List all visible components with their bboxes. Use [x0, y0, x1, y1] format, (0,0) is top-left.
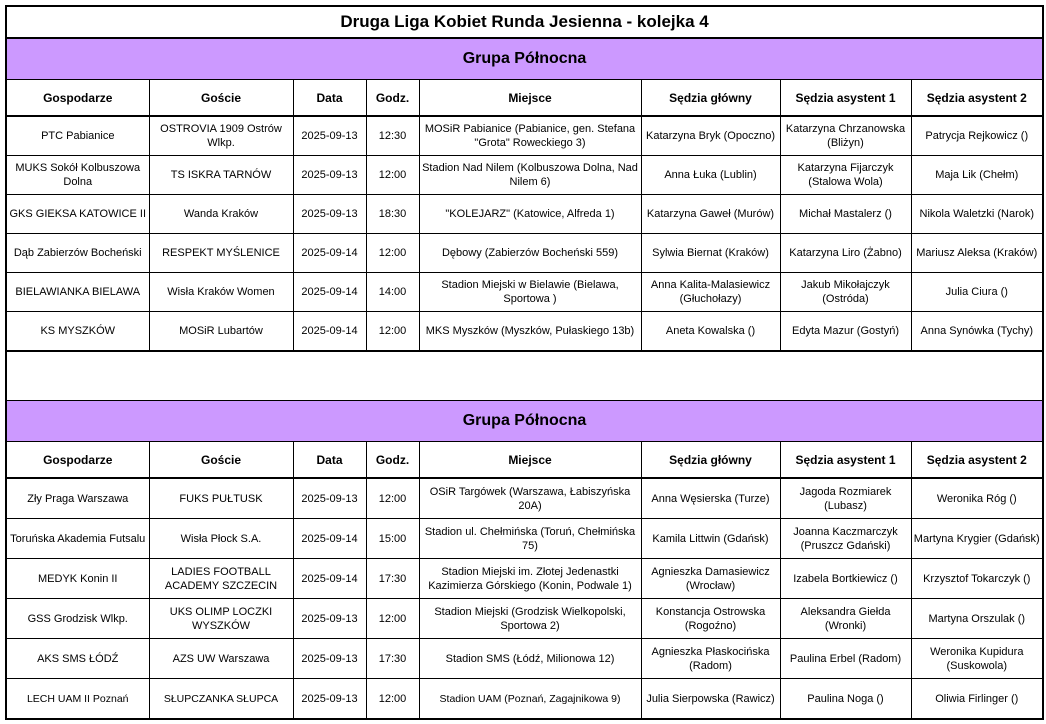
main-referee-cell: Kamila Littwin (Gdańsk): [641, 519, 780, 559]
home-team-cell: KS MYSZKÓW: [6, 312, 149, 352]
match-date-cell: 2025-09-14: [293, 519, 366, 559]
assistant-referee-1-cell: Paulina Erbel (Radom): [780, 639, 911, 679]
assistant-referee-1-cell: Michał Mastalerz (): [780, 195, 911, 234]
group-title: Grupa Północna: [6, 401, 1043, 442]
home-team-cell: MUKS Sokół Kolbuszowa Dolna: [6, 156, 149, 195]
column-header-match-date: Data: [293, 442, 366, 479]
match-date-cell: 2025-09-13: [293, 116, 366, 156]
match-date-cell: 2025-09-13: [293, 195, 366, 234]
assistant-referee-2-cell: Weronika Kupidura (Suskowola): [911, 639, 1043, 679]
match-time-cell: 12:00: [366, 312, 419, 352]
column-header-assistant-referee-2: Sędzia asystent 2: [911, 442, 1043, 479]
away-team-cell: FUKS PUŁTUSK: [149, 478, 293, 519]
schedule-table: [5, 5, 1044, 720]
venue-cell: Stadion Nad Nilem (Kolbuszowa Dolna, Nad Nilem 6): [419, 156, 641, 195]
match-time-cell: 17:30: [366, 639, 419, 679]
match-row: [6, 679, 1043, 720]
column-header-match-date: Data: [293, 80, 366, 117]
away-team-cell: AZS UW Warszawa: [149, 639, 293, 679]
match-time-cell: 12:30: [366, 116, 419, 156]
home-team-cell: Zły Praga Warszawa: [6, 478, 149, 519]
away-team-cell: OSTROVIA 1909 Ostrów Wlkp.: [149, 116, 293, 156]
away-team-cell: Wisła Płock S.A.: [149, 519, 293, 559]
venue-cell: Stadion SMS (Łódź, Milionowa 12): [419, 639, 641, 679]
away-team-cell: UKS OLIMP LOCZKI WYSZKÓW: [149, 599, 293, 639]
assistant-referee-1-cell: Edyta Mazur (Gostyń): [780, 312, 911, 352]
column-header-away-team: Goście: [149, 80, 293, 117]
match-date-cell: 2025-09-14: [293, 273, 366, 312]
match-time-cell: 18:30: [366, 195, 419, 234]
assistant-referee-1-cell: Joanna Kaczmarczyk (Pruszcz Gdański): [780, 519, 911, 559]
main-referee-cell: Anna Węsierska (Turze): [641, 478, 780, 519]
column-header-main-referee: Sędzia główny: [641, 442, 780, 479]
venue-cell: MOSiR Pabianice (Pabianice, gen. Stefana "Grota" Roweckiego 3): [419, 116, 641, 156]
match-date-cell: 2025-09-13: [293, 639, 366, 679]
away-team-cell: RESPEKT MYŚLENICE: [149, 234, 293, 273]
match-row: [6, 234, 1043, 273]
away-team-cell: Wisła Kraków Women: [149, 273, 293, 312]
group-title: Grupa Północna: [6, 38, 1043, 80]
assistant-referee-2-cell: Patrycja Rejkowicz (): [911, 116, 1043, 156]
column-header-main-referee: Sędzia główny: [641, 80, 780, 117]
assistant-referee-2-cell: Weronika Róg (): [911, 478, 1043, 519]
column-header-home-team: Gospodarze: [6, 442, 149, 479]
match-date-cell: 2025-09-13: [293, 156, 366, 195]
column-header-assistant-referee-1: Sędzia asystent 1: [780, 442, 911, 479]
spacer: [6, 351, 1043, 401]
column-header-match-time: Godz.: [366, 442, 419, 479]
venue-cell: MKS Myszków (Myszków, Pułaskiego 13b): [419, 312, 641, 352]
away-team-cell: SŁUPCZANKA SŁUPCA: [149, 679, 293, 720]
match-time-cell: 12:00: [366, 234, 419, 273]
assistant-referee-1-cell: Katarzyna Chrzanowska (Bliżyn): [780, 116, 911, 156]
assistant-referee-1-cell: Jagoda Rozmiarek (Lubasz): [780, 478, 911, 519]
assistant-referee-1-cell: Katarzyna Fijarczyk (Stalowa Wola): [780, 156, 911, 195]
main-referee-cell: Anna Łuka (Lublin): [641, 156, 780, 195]
main-referee-cell: Anna Kalita-Malasiewicz (Głuchołazy): [641, 273, 780, 312]
home-team-cell: GSS Grodzisk Wlkp.: [6, 599, 149, 639]
assistant-referee-1-cell: Jakub Mikołajczyk (Ostróda): [780, 273, 911, 312]
assistant-referee-2-cell: Julia Ciura (): [911, 273, 1043, 312]
main-referee-cell: Julia Sierpowska (Rawicz): [641, 679, 780, 720]
match-row: [6, 519, 1043, 559]
match-time-cell: 12:00: [366, 599, 419, 639]
match-time-cell: 12:00: [366, 478, 419, 519]
column-header-match-time: Godz.: [366, 80, 419, 117]
home-team-cell: MEDYK Konin II: [6, 559, 149, 599]
venue-cell: "KOLEJARZ" (Katowice, Alfreda 1): [419, 195, 641, 234]
match-row: [6, 312, 1043, 352]
match-date-cell: 2025-09-14: [293, 312, 366, 352]
match-row: [6, 478, 1043, 519]
column-header-home-team: Gospodarze: [6, 80, 149, 117]
match-date-cell: 2025-09-13: [293, 679, 366, 720]
home-team-cell: GKS GIEKSA KATOWICE II: [6, 195, 149, 234]
venue-cell: Stadion Miejski im. Złotej Jedenastki Kazimierza Górskiego (Konin, Podwale 1): [419, 559, 641, 599]
assistant-referee-1-cell: Paulina Noga (): [780, 679, 911, 720]
match-row: [6, 116, 1043, 156]
away-team-cell: LADIES FOOTBALL ACADEMY SZCZECIN: [149, 559, 293, 599]
assistant-referee-1-cell: Izabela Bortkiewicz (): [780, 559, 911, 599]
venue-cell: OSiR Targówek (Warszawa, Łabiszyńska 20A): [419, 478, 641, 519]
home-team-cell: PTC Pabianice: [6, 116, 149, 156]
schedule-sheet: [5, 5, 1042, 720]
venue-cell: Stadion Miejski (Grodzisk Wielkopolski, Sportowa 2): [419, 599, 641, 639]
main-referee-cell: Agnieszka Płaskocińska (Radom): [641, 639, 780, 679]
home-team-cell: Toruńska Akademia Futsalu: [6, 519, 149, 559]
venue-cell: Stadion ul. Chełmińska (Toruń, Chełmińska 75): [419, 519, 641, 559]
column-header-away-team: Goście: [149, 442, 293, 479]
column-header-assistant-referee-2: Sędzia asystent 2: [911, 80, 1043, 117]
main-referee-cell: Katarzyna Gaweł (Murów): [641, 195, 780, 234]
assistant-referee-2-cell: Maja Lik (Chełm): [911, 156, 1043, 195]
match-row: [6, 273, 1043, 312]
main-referee-cell: Katarzyna Bryk (Opoczno): [641, 116, 780, 156]
main-referee-cell: Aneta Kowalska (): [641, 312, 780, 352]
assistant-referee-2-cell: Oliwia Firlinger (): [911, 679, 1043, 720]
main-referee-cell: Sylwia Biernat (Kraków): [641, 234, 780, 273]
match-time-cell: 15:00: [366, 519, 419, 559]
match-row: [6, 156, 1043, 195]
page-title: Druga Liga Kobiet Runda Jesienna - kolejka 4: [6, 6, 1043, 38]
match-row: [6, 195, 1043, 234]
match-row: [6, 639, 1043, 679]
assistant-referee-1-cell: Katarzyna Liro (Żabno): [780, 234, 911, 273]
match-time-cell: 12:00: [366, 679, 419, 720]
match-time-cell: 14:00: [366, 273, 419, 312]
match-date-cell: 2025-09-13: [293, 478, 366, 519]
match-date-cell: 2025-09-14: [293, 559, 366, 599]
match-date-cell: 2025-09-13: [293, 599, 366, 639]
match-time-cell: 17:30: [366, 559, 419, 599]
away-team-cell: Wanda Kraków: [149, 195, 293, 234]
assistant-referee-1-cell: Aleksandra Giełda (Wronki): [780, 599, 911, 639]
main-referee-cell: Konstancja Ostrowska (Rogoźno): [641, 599, 780, 639]
assistant-referee-2-cell: Martyna Orszulak (): [911, 599, 1043, 639]
match-time-cell: 12:00: [366, 156, 419, 195]
home-team-cell: BIELAWIANKA BIELAWA: [6, 273, 149, 312]
column-header-venue: Miejsce: [419, 80, 641, 117]
away-team-cell: TS ISKRA TARNÓW: [149, 156, 293, 195]
venue-cell: Stadion Miejski w Bielawie (Bielawa, Sportowa ): [419, 273, 641, 312]
match-date-cell: 2025-09-14: [293, 234, 366, 273]
match-row: [6, 559, 1043, 599]
column-header-venue: Miejsce: [419, 442, 641, 479]
home-team-cell: LECH UAM II Poznań: [6, 679, 149, 720]
assistant-referee-2-cell: Anna Synówka (Tychy): [911, 312, 1043, 352]
away-team-cell: MOSiR Lubartów: [149, 312, 293, 352]
match-row: [6, 599, 1043, 639]
assistant-referee-2-cell: Nikola Waletzki (Narok): [911, 195, 1043, 234]
home-team-cell: Dąb Zabierzów Bocheński: [6, 234, 149, 273]
assistant-referee-2-cell: Mariusz Aleksa (Kraków): [911, 234, 1043, 273]
main-referee-cell: Agnieszka Damasiewicz (Wrocław): [641, 559, 780, 599]
assistant-referee-2-cell: Martyna Krygier (Gdańsk): [911, 519, 1043, 559]
column-header-assistant-referee-1: Sędzia asystent 1: [780, 80, 911, 117]
venue-cell: Dębowy (Zabierzów Bocheński 559): [419, 234, 641, 273]
assistant-referee-2-cell: Krzysztof Tokarczyk (): [911, 559, 1043, 599]
venue-cell: Stadion UAM (Poznań, Zagajnikowa 9): [419, 679, 641, 720]
home-team-cell: AKS SMS ŁÓDŹ: [6, 639, 149, 679]
